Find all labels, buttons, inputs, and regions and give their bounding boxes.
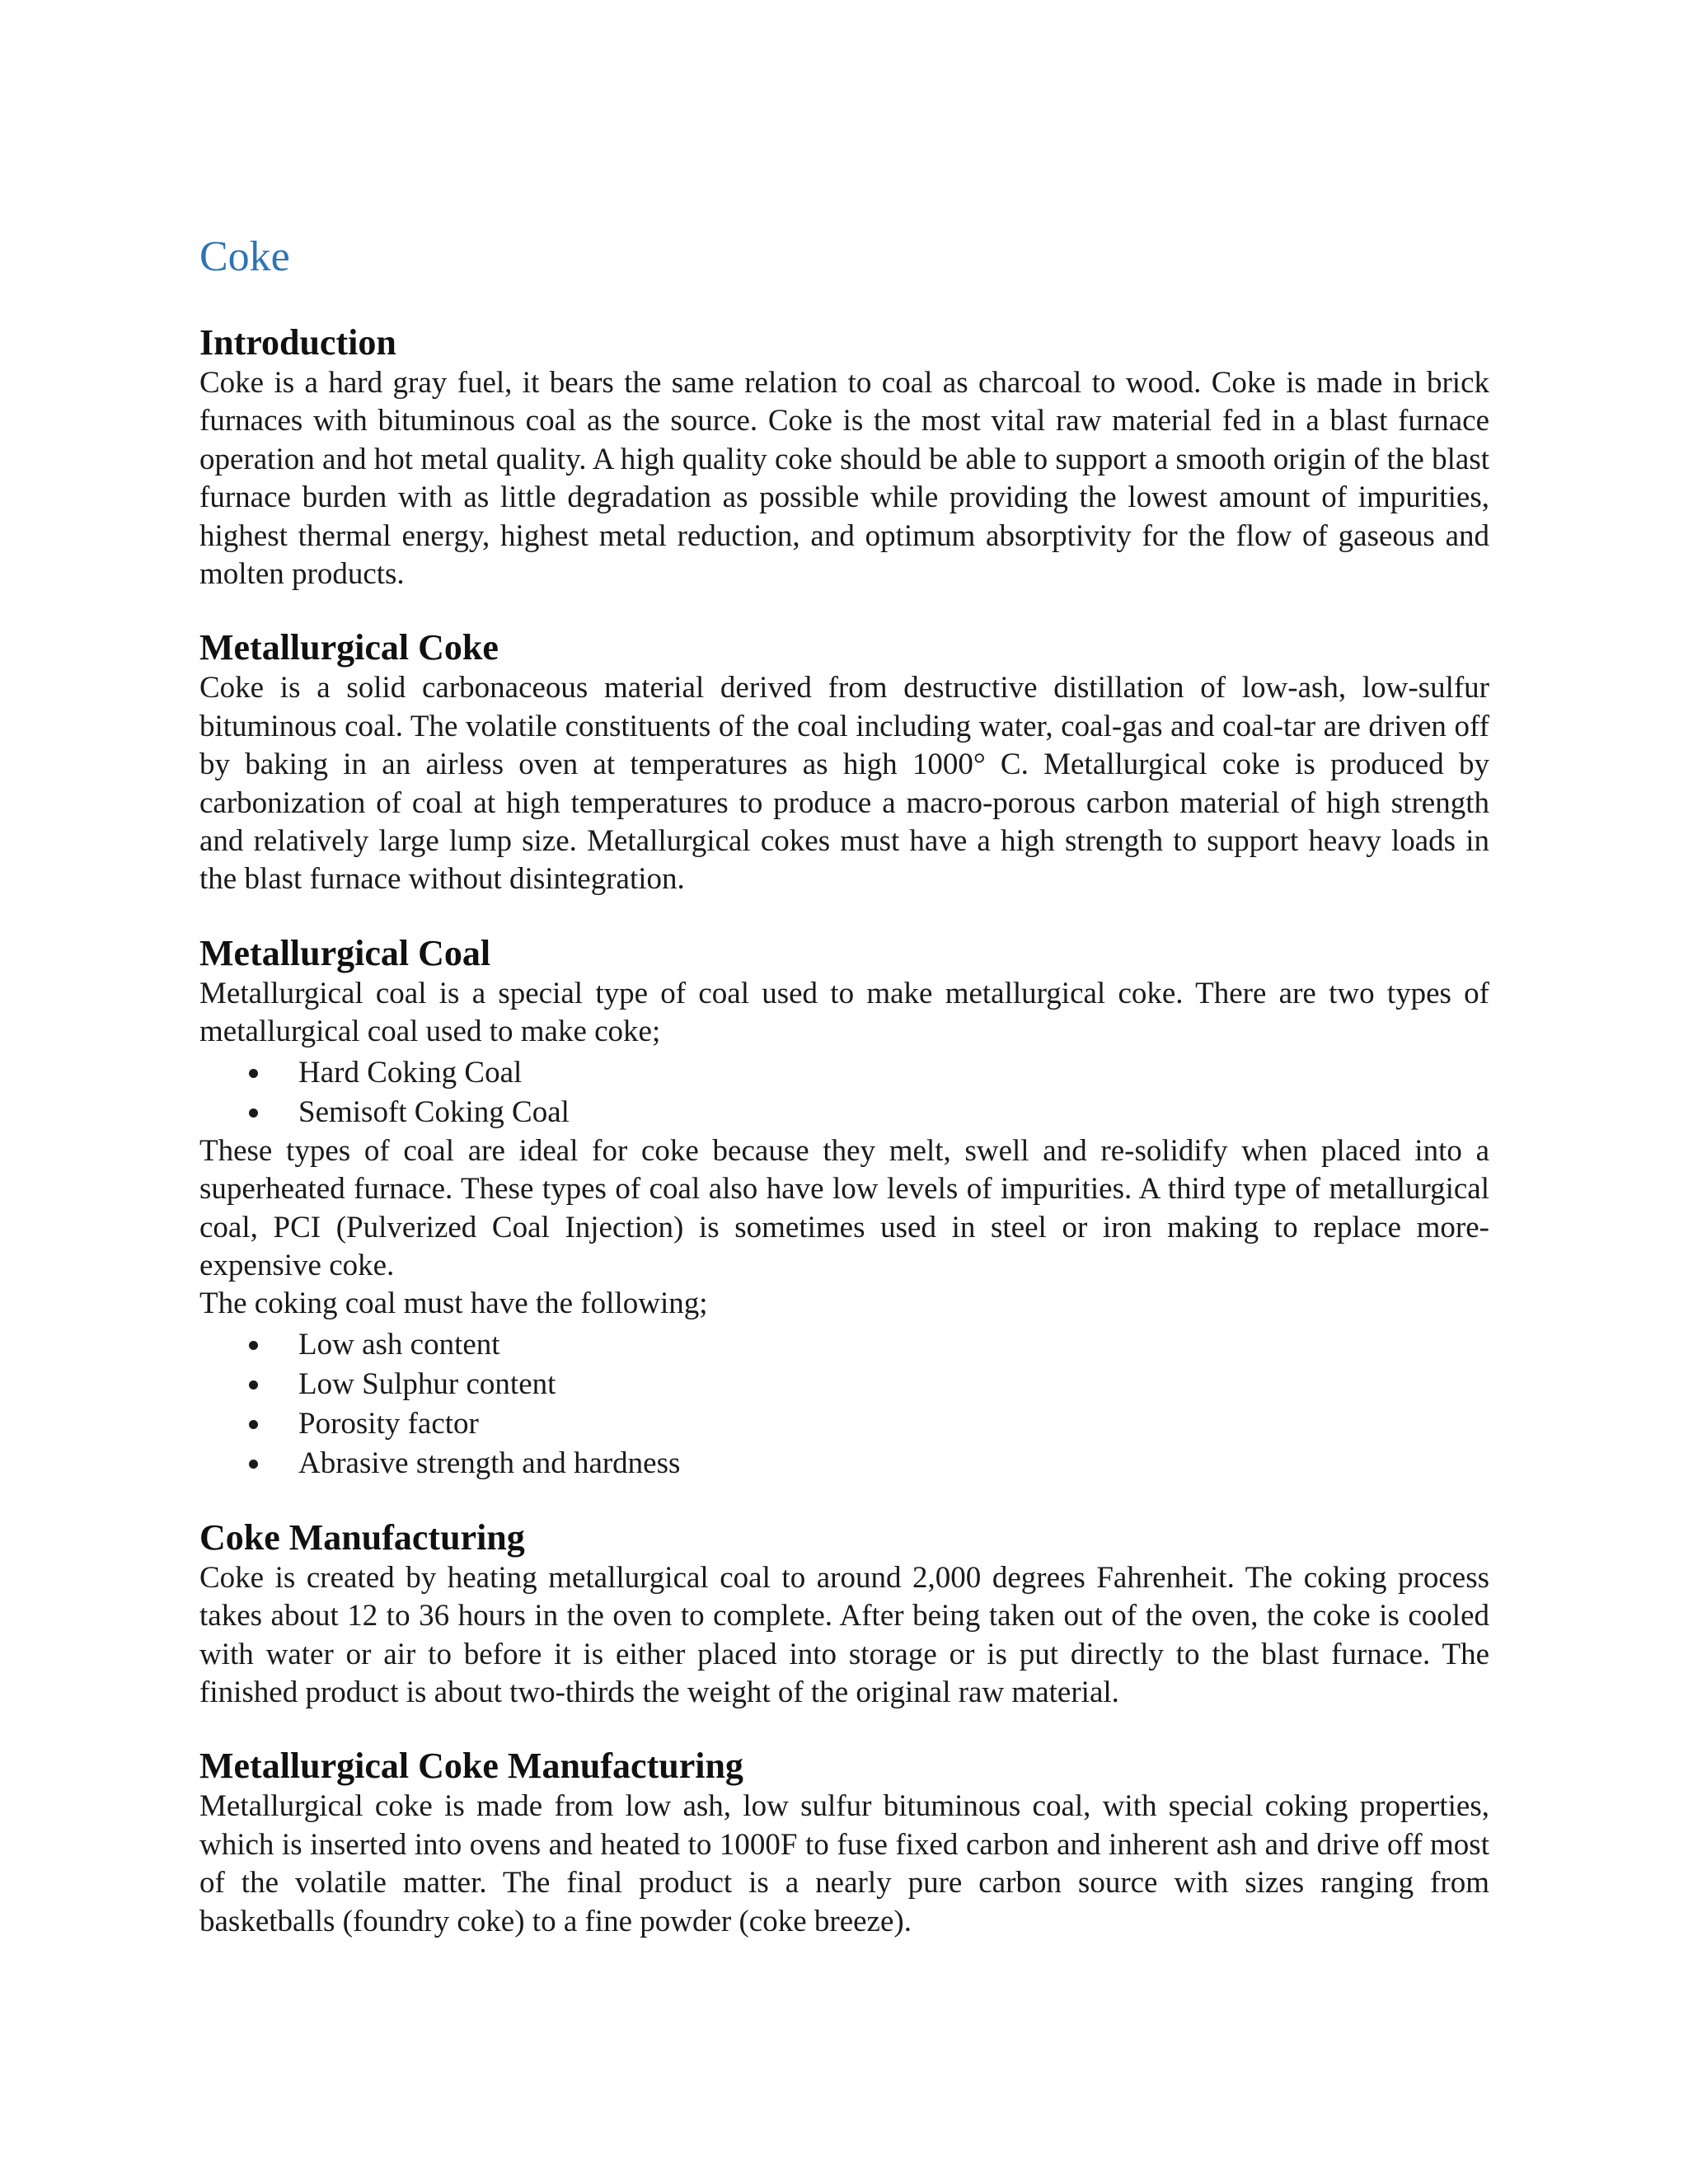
requirements-list <box>199 1325 1489 1483</box>
section-heading: Metallurgical Coal <box>199 932 491 973</box>
page-title: Coke <box>199 233 290 280</box>
list-item-text: Semisoft Coking Coal <box>298 1094 570 1129</box>
section-heading: Coke Manufacturing <box>199 1516 525 1558</box>
section-paragraph: Metallurgical coal is a special type of coal used to make metallurgical coke. There are two types of metallurgical coal used to make coke; <box>199 976 1489 1049</box>
bullet-icon <box>249 1420 258 1429</box>
section-paragraph: Coke is created by heating metallurgical coal to around 2,000 degrees Fahrenheit. The coking process takes about 12 to 36 hours in the oven to complete. After being taken out of the oven, the coke is cooled with water or air to before it is either placed into storage or is put directly to the blast furnace. The finished product is about two-thirds the weight of the original raw material. <box>199 1560 1489 1709</box>
list-item-text: Porosity factor <box>298 1406 479 1441</box>
list-item-text: Abrasive strength and hardness <box>298 1446 681 1480</box>
document-body <box>199 227 1489 1974</box>
bullet-icon <box>249 1341 258 1350</box>
section-heading: Metallurgical Coke Manufacturing <box>199 1746 743 1787</box>
section-paragraph: Metallurgical coke is made from low ash, low sulfur bituminous coal, with special coking properties, which is inserted into ovens and heated to 1000F to fuse fixed carbon and inherent ash and drive off most of the volatile matter. The final product is a nearly pure carbon source with sizes ranging from basketballs (foundry coke) to a fine powder (coke breeze). <box>199 1789 1489 1938</box>
list-item <box>199 1093 1489 1132</box>
section-heading: Introduction <box>199 322 396 363</box>
list-item <box>199 1444 1489 1483</box>
section-heading: Metallurgical Coke <box>199 627 499 668</box>
list-item <box>199 1365 1489 1404</box>
list-item <box>199 1325 1489 1365</box>
bullet-icon <box>249 1108 258 1118</box>
section-metallurgical-coke <box>199 626 1489 898</box>
section-introduction <box>199 321 1489 593</box>
bullet-icon <box>249 1380 258 1390</box>
section-paragraph: The coking coal must have the following; <box>199 1286 708 1321</box>
list-item <box>199 1404 1489 1444</box>
section-metallurgical-coal <box>199 932 1489 1483</box>
section-paragraph: These types of coal are ideal for coke because they melt, swell and re-solidify when placed into a superheated furnace. These types of coal also have low levels of impurities. A third type of metallurgical coal, PCI (Pulverized Coal Injection) is sometimes used in steel or iron making to replace more-expensive coke. <box>199 1133 1489 1282</box>
section-paragraph: Coke is a solid carbonaceous material derived from destructive distillation of low-ash, low-sulfur bituminous coal. The volatile constituents of the coal including water, coal-gas and coal-tar are driven off by baking in an airless oven at temperatures as high 1000° C. Metallurgical coke is produced by carbonization of coal at high temperatures to produce a macro-porous carbon material of high strength and relatively large lump size. Metallurgical cokes must have a high strength to support heavy loads in the blast furnace without disintegration. <box>199 671 1489 897</box>
list-item <box>199 1053 1489 1093</box>
bullet-icon <box>249 1069 258 1078</box>
section-coke-manufacturing <box>199 1516 1489 1713</box>
list-item-text: Hard Coking Coal <box>298 1055 523 1090</box>
bullet-icon <box>249 1460 258 1469</box>
section-metallurgical-coke-manufacturing <box>199 1745 1489 1941</box>
list-item-text: Low Sulphur content <box>298 1366 556 1401</box>
list-item-text: Low ash content <box>298 1327 500 1361</box>
coal-types-list <box>199 1053 1489 1132</box>
section-paragraph: Coke is a hard gray fuel, it bears the same relation to coal as charcoal to wood. Coke is made in brick furnaces with bituminous coal as the source. Coke is the most vital raw material fed in a blast furnace operation and hot metal quality. A high quality coke should be able to support a smooth origin of the blast furnace burden with as little degradation as possible while providing the lowest amount of impurities, highest thermal energy, highest metal reduction, and optimum absorptivity for the flow of gaseous and molten products. <box>199 366 1489 592</box>
